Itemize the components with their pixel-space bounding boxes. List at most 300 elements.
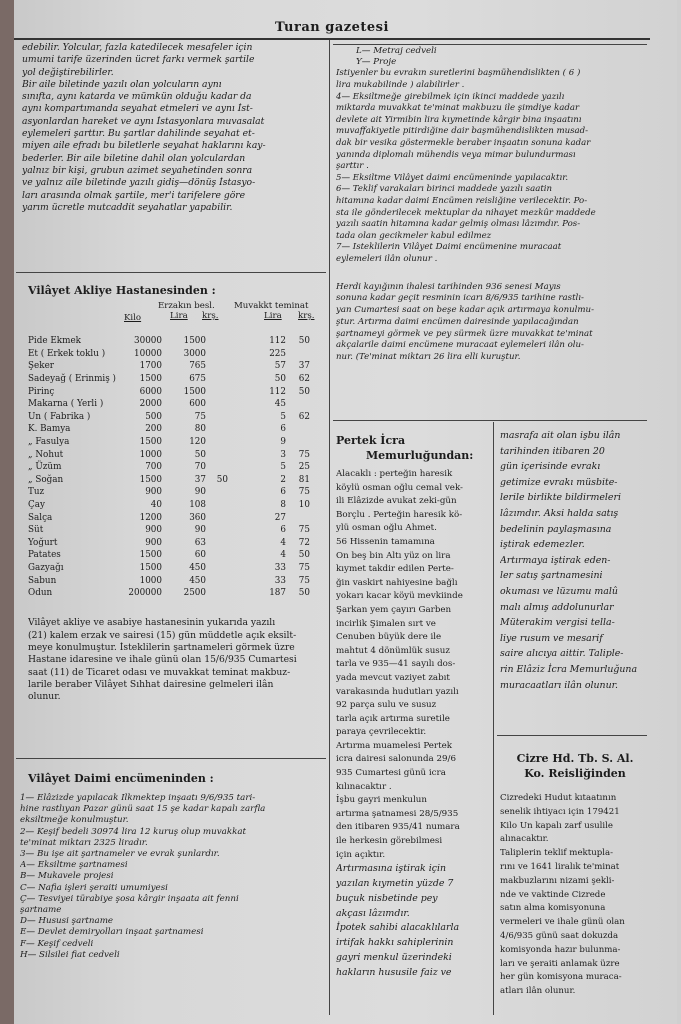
table-cell-t-lira: 2 xyxy=(280,474,286,485)
list-item: B— Mukavele projesi xyxy=(20,871,114,882)
table-cell-krs xyxy=(206,373,228,386)
text-line: ları ve şeraiti anlamak üzre xyxy=(500,958,620,969)
table-cell-kilo: 700 xyxy=(145,462,162,473)
text-line: Artırmasına iştirak için xyxy=(336,863,446,875)
table-cell-lira: 37 xyxy=(194,474,206,485)
text-line: nde ve vaktinde Cizrede xyxy=(500,889,606,900)
text-line: rını ve 1641 liralık te'minat xyxy=(500,861,620,872)
table-cell-name: Makarna ( Yerli ) xyxy=(28,399,104,410)
text-line: ylü osman oğlu Ahmet. xyxy=(336,523,437,534)
text-line: lâzımdır. Aksi halda satış xyxy=(500,507,619,519)
table-row xyxy=(18,448,310,461)
pertek-title-1: Pertek İcra xyxy=(336,434,406,447)
text-line: Taliplerin teklif mektupla- xyxy=(500,848,614,859)
table-cell-krs xyxy=(206,537,228,550)
text-line: yokarı kacar köyü mevkiinde xyxy=(336,591,463,602)
price-table-headers xyxy=(18,299,328,335)
table-cell-kilo: 200 xyxy=(145,424,162,435)
text-line: köylü osman oğlu cemal vek- xyxy=(336,482,463,493)
table-row xyxy=(18,499,310,512)
text-line: hakların hususile faiz ve xyxy=(336,966,452,978)
text-line: senelik ihtiyacı için 179421 xyxy=(500,806,620,817)
text-line: 4— Eksiltmeğe girebilmek için ikinci maddede yazılı xyxy=(336,91,565,102)
text-line: tarihinden itibaren 20 xyxy=(500,445,605,457)
table-cell-t-krs: 75 xyxy=(298,487,310,498)
list-item: 3— Bu işe ait şartnameler ve evrak şunlardır. xyxy=(20,849,220,860)
text-line: larile beraber Vilâyet Sıhhat dairesine gelmeleri ilân xyxy=(28,678,274,690)
text-line: akçalarile daimi encümene muracaat eylemeleri ilân olu- xyxy=(336,340,584,351)
text-line: Alacaklı : perteğin haresik xyxy=(336,469,453,479)
table-cell-krs xyxy=(206,448,228,461)
table-row xyxy=(18,537,310,550)
table-cell-t-lira: 5 xyxy=(280,462,286,473)
price-table xyxy=(18,335,310,599)
table-cell-name: Gazyağı xyxy=(28,562,64,573)
text-line: den itibaren 935/41 numara xyxy=(336,822,460,833)
article-right-top xyxy=(336,46,648,418)
table-cell-t-lira: 112 xyxy=(269,336,286,347)
text-line: nur. (Te'minat miktarı 26 lira elli kuruştur. xyxy=(336,352,521,363)
header-krs: krş. xyxy=(202,311,219,321)
article-akliye-hastanesi xyxy=(18,278,328,756)
table-cell-name: Tuz xyxy=(28,487,45,498)
header-rule xyxy=(14,38,650,40)
text-line: asyonlardan hareket ve aynı İstasyonlara muvasalat xyxy=(22,115,265,127)
table-cell-lira: 2500 xyxy=(183,588,206,599)
table-cell-kilo: 200000 xyxy=(128,588,162,599)
table-cell-lira: 120 xyxy=(189,437,206,448)
text-line: devlete ait Yirmibin lira kıymetinde kârgir bina inşaatını xyxy=(336,114,582,125)
table-cell-krs xyxy=(206,574,228,587)
table-cell-name: Odun xyxy=(28,588,53,599)
text-line: ğin vaskirt nahiyesine bağlı xyxy=(336,577,458,588)
table-cell-name: Şeker xyxy=(28,361,54,372)
table-cell-name: Sabun xyxy=(28,575,57,586)
text-line: Herdi kayığının ihalesi tarihinden 936 senesi Mayıs xyxy=(336,281,561,292)
table-cell-krs: 50 xyxy=(216,474,228,485)
right-top-paragraph xyxy=(336,68,648,265)
table-cell-krs xyxy=(206,335,228,348)
table-cell-name: „ Üzüm xyxy=(28,462,62,473)
table-row xyxy=(18,360,310,373)
text-line: her gün komisyona muraca- xyxy=(500,972,622,983)
table-cell-krs xyxy=(206,486,228,499)
text-line: yalnız bir kişi, grubun azimet seyahetinden sonra xyxy=(22,164,253,176)
text-line: 5— Eksiltme Vilâyet daimi encümeninde yapılacaktır. xyxy=(336,172,569,183)
list-item: D— Hususi şartname xyxy=(20,916,114,927)
text-line: yanında diplomalı mühendis veya mimar bulundurması xyxy=(336,149,576,160)
text-line: makbuzlarını nizami şekli- xyxy=(500,875,615,886)
table-cell-kilo: 10000 xyxy=(134,348,162,359)
table-cell-t-krs: 50 xyxy=(298,588,310,599)
table-cell-kilo: 1500 xyxy=(139,550,162,561)
text-line: sonuna kadar geçit resminin icarı 8/6/935 tarihine rastlı- xyxy=(336,293,584,304)
table-cell-lira: 3000 xyxy=(183,348,206,359)
table-cell-t-krs: 75 xyxy=(298,562,310,573)
text-line: bederler. Bir aile biletine dahil olan yolculardan xyxy=(22,152,246,164)
table-row xyxy=(18,373,310,386)
table-cell-kilo: 40 xyxy=(150,500,162,511)
table-cell-t-krs: 10 xyxy=(298,500,310,511)
table-cell-name: K. Bamya xyxy=(28,424,71,435)
right-top-list xyxy=(336,46,648,68)
text-line: komisyonda hazır bulunma- xyxy=(500,944,621,955)
table-cell-t-krs xyxy=(286,398,310,411)
text-line: Artırmaya iştirak eden- xyxy=(500,554,611,566)
text-line: hitamına kadar daimi Encümen reisliğine verilecektir. Po- xyxy=(336,195,588,206)
table-row xyxy=(18,423,310,436)
text-line: 4/6/935 günü saat dokuzda xyxy=(500,930,619,941)
list-item: te'minat miktarı 2325 liradır. xyxy=(20,837,148,848)
rule-left-2 xyxy=(16,758,326,759)
text-line: gayri menkul üzerindeki xyxy=(336,952,452,963)
table-cell-lira: 90 xyxy=(194,525,206,536)
list-item: Y— Proje xyxy=(356,57,397,68)
table-cell-lira: 63 xyxy=(194,537,206,548)
list-item: eksiltmeğe konulmuştur. xyxy=(20,815,129,826)
text-line: için açıktır. xyxy=(336,849,386,860)
table-cell-kilo: 1500 xyxy=(139,374,162,385)
table-cell-kilo: 1000 xyxy=(139,575,162,586)
list-item: hine rastlıyan Pazar günü saat 15 şe kadar kapalı zarfla xyxy=(20,804,266,815)
table-cell-kilo: 1500 xyxy=(139,474,162,485)
text-line: ştur. Artırma daimi encümen dairesinde yapılacağından xyxy=(336,316,579,327)
table-cell-t-krs: 75 xyxy=(298,525,310,536)
cizre-text xyxy=(500,792,650,999)
table-cell-t-krs: 50 xyxy=(298,386,310,397)
table-cell-t-krs: 25 xyxy=(298,462,310,473)
text-line: edebilir. Yolcular, fazla katedilecek mesafeler için xyxy=(22,42,253,53)
table-cell-krs xyxy=(206,587,228,600)
text-line: dak bir vesika göstermekle beraber inşaatın sonuna kadar xyxy=(336,137,591,148)
text-line: incirlik Şimalen sırt ve xyxy=(336,618,436,629)
rule-right-2 xyxy=(497,735,647,736)
list-item: C— Nafia işleri şeraiti umumiyesi xyxy=(20,882,168,893)
newspaper-header: Turan gazetesi xyxy=(275,20,389,35)
text-line: İstiyenler bu evrakın suretlerini başmühendislikten ( 6 ) xyxy=(336,68,581,79)
table-cell-t-lira: 6 xyxy=(280,487,286,498)
text-line: yada mevcut vaziyet zabıt xyxy=(336,672,450,683)
table-row xyxy=(18,562,310,575)
list-item: H— Silsilei fiat cedveli xyxy=(20,949,120,960)
text-line: alınacaktır. xyxy=(500,834,549,845)
table-cell-name: Pirinç xyxy=(28,386,55,397)
list-item: şartname xyxy=(20,905,62,916)
table-cell-kilo: 2000 xyxy=(139,399,162,410)
table-cell-t-krs xyxy=(286,348,310,361)
table-cell-t-lira: 6 xyxy=(280,424,286,435)
table-cell-kilo: 1500 xyxy=(139,437,162,448)
text-line: (21) kalem erzak ve sairesi (15) gün müddetle açık eksilt- xyxy=(28,629,297,641)
table-cell-kilo: 1500 xyxy=(139,562,162,573)
list-item: 2— Keşif bedeli 30974 lira 12 kuruş olup muvakkat xyxy=(20,826,247,837)
text-line: Müterakim vergisi tella- xyxy=(500,617,615,629)
table-cell-lira: 1500 xyxy=(183,386,206,397)
table-row xyxy=(18,461,310,474)
table-cell-kilo: 900 xyxy=(145,487,162,498)
table-row xyxy=(18,398,310,411)
table-cell-name: Çay xyxy=(28,500,45,511)
table-cell-name: Un ( Fabrika ) xyxy=(28,411,91,422)
text-line: muvaffakiyetle pitirdiğine dair başmühendislikten musad- xyxy=(336,126,589,137)
text-line: eylemeleri şarttır. Bu şartlar dahilinde seyahat et- xyxy=(22,128,255,140)
text-line: masrafa ait olan işbu ilân xyxy=(500,430,621,441)
table-row xyxy=(18,474,310,487)
book-spine xyxy=(0,0,14,1024)
table-row xyxy=(18,574,310,587)
table-row xyxy=(18,549,310,562)
icra-continued-text xyxy=(500,428,650,693)
text-line: muracaatları ilân olunur. xyxy=(500,679,619,691)
pertek-italic-text xyxy=(336,862,490,980)
cizre-title-1: Cizre Hd. Tb. S. Al. xyxy=(516,752,634,765)
table-cell-lira: 360 xyxy=(189,512,206,523)
table-cell-t-krs: 62 xyxy=(298,374,310,385)
list-item: F— Keşif cedveli xyxy=(20,938,94,949)
article-daimi-encumen xyxy=(20,762,326,1012)
article-pertek-icra xyxy=(336,424,490,1014)
text-line: akçası lâzımdır. xyxy=(336,907,410,919)
text-line: ve yalnız aile biletinde yazılı gidiş—dönüş İstasyo- xyxy=(22,177,256,189)
table-cell-t-lira: 4 xyxy=(280,550,286,561)
text-line: miyen aile efradı bu biletlerle seyahat haklarını kay- xyxy=(22,140,266,152)
hastane-title: Vilâyet Akliye Hastanesinden : xyxy=(28,284,216,297)
table-cell-kilo: 30000 xyxy=(134,336,162,347)
table-cell-krs xyxy=(206,423,228,436)
table-cell-lira: 765 xyxy=(189,361,206,372)
table-cell-lira: 90 xyxy=(194,487,206,498)
table-cell-t-lira: 33 xyxy=(274,562,286,573)
header-teminat: Muvakkt teminat xyxy=(234,301,309,311)
table-cell-name: „ Soğan xyxy=(28,474,64,485)
text-line: tarla ve 935—41 sayılı dos- xyxy=(336,659,456,670)
table-cell-krs xyxy=(206,511,228,524)
table-cell-name: Süt xyxy=(28,525,44,536)
text-line: olunur. xyxy=(28,691,61,703)
table-cell-krs xyxy=(206,524,228,537)
table-cell-kilo: 6000 xyxy=(139,386,162,397)
text-line: Borçlu . Perteğin haresik kö- xyxy=(336,509,463,520)
table-cell-t-krs: 50 xyxy=(298,336,310,347)
table-cell-lira: 80 xyxy=(194,424,206,435)
table-cell-krs xyxy=(206,411,228,424)
table-cell-lira: 108 xyxy=(189,500,206,511)
text-line: İşbu gayri menkulun xyxy=(336,795,427,806)
table-cell-krs xyxy=(206,461,228,474)
table-cell-t-krs xyxy=(286,423,310,436)
table-cell-name: „ Nohut xyxy=(28,449,64,460)
table-cell-t-krs: 72 xyxy=(298,537,310,548)
text-line: mahtut 4 dönümlük susuz xyxy=(336,645,450,656)
text-line: tada olan gecikmeler kabul edilmez xyxy=(336,230,492,241)
table-cell-t-lira: 57 xyxy=(274,361,286,372)
text-line: umumi tarife üzerinden ücret farkı vermek şartile xyxy=(22,54,255,66)
hastane-footer xyxy=(18,617,328,703)
table-cell-krs xyxy=(206,499,228,512)
text-line: iştirak edemezler. xyxy=(500,539,585,551)
table-cell-kilo: 1000 xyxy=(139,449,162,460)
rule-right-top xyxy=(333,44,647,45)
text-line: yazılı saatin hitamına kadar gelmiş olması lâzımdır. Pos- xyxy=(336,219,581,230)
table-cell-t-lira: 187 xyxy=(269,588,286,599)
table-cell-t-krs xyxy=(286,436,310,449)
pertek-text xyxy=(336,468,490,862)
pertek-title-2: Memurluğundan: xyxy=(366,449,474,462)
table-row xyxy=(18,385,310,398)
text-line: kıymet takdir edilen Perte- xyxy=(336,564,454,575)
text-line: On beş bin Altı yüz on lira xyxy=(336,550,451,561)
table-cell-krs xyxy=(206,385,228,398)
article-aile-bileti xyxy=(22,42,326,270)
text-line: Cizredeki Hudut kıtaatının xyxy=(500,793,617,803)
text-line: gün içerisinde evrakı xyxy=(500,461,601,473)
table-cell-t-krs xyxy=(286,511,310,524)
text-line: 935 Cumartesi günü icra xyxy=(336,768,446,779)
text-line: Cenuben büyük dere ile xyxy=(336,632,442,643)
text-line: getimize evrakı müsbite- xyxy=(500,476,618,488)
text-line: Hastane idaresine ve ihale günü olan 15/6/935 Cumartesi xyxy=(28,654,297,666)
table-row xyxy=(18,348,310,361)
text-line: Vilâyet akliye ve asabiye hastanesinin yukarıda yazılı xyxy=(28,617,276,629)
table-cell-krs xyxy=(206,549,228,562)
header-kilo: Kilo xyxy=(124,313,142,323)
table-cell-t-krs: 62 xyxy=(298,411,310,422)
text-line: Şarkan yem çayırı Garben xyxy=(336,604,452,615)
table-row xyxy=(18,411,310,424)
table-cell-lira: 50 xyxy=(194,449,206,460)
table-cell-lira: 600 xyxy=(189,399,206,410)
table-cell-name: Salça xyxy=(28,512,53,523)
header-t-lira: Lira xyxy=(264,311,282,321)
table-cell-name: Patates xyxy=(28,550,61,561)
table-cell-lira: 1500 xyxy=(183,336,206,347)
daimi-list xyxy=(20,793,326,961)
table-cell-lira: 75 xyxy=(194,411,206,422)
text-line: artırma şatnamesi 28/5/935 xyxy=(336,808,459,819)
table-cell-name: Yoğurt xyxy=(28,537,58,548)
table-cell-krs xyxy=(206,360,228,373)
article-cizre xyxy=(500,738,650,1014)
text-line: icra dairesi salonunda 29/6 xyxy=(336,754,456,765)
column-divider-right xyxy=(493,422,494,1015)
table-cell-t-krs: 75 xyxy=(298,449,310,460)
text-line: Bir aile biletinde yazılı olan yolcuların aynı xyxy=(22,78,222,90)
table-cell-t-lira: 112 xyxy=(269,386,286,397)
text-line: lerile birlikte bildirmeleri xyxy=(500,492,621,504)
text-line: şarttır . xyxy=(336,161,369,172)
table-cell-t-lira: 4 xyxy=(280,537,286,548)
text-line: 92 parça sulu ve susuz xyxy=(336,700,437,711)
text-line: 7— İsteklilerin Vilâyet Daimi encümenine muracaat xyxy=(336,242,562,253)
text-line: lira mukabilinde ) alabilirler . xyxy=(336,80,465,90)
table-cell-lira: 450 xyxy=(189,575,206,586)
table-cell-t-lira: 3 xyxy=(280,449,286,460)
table-cell-krs xyxy=(206,436,228,449)
table-cell-t-lira: 9 xyxy=(280,437,286,448)
text-line: vermeleri ve ihale günü olan xyxy=(500,917,625,928)
table-row xyxy=(18,335,310,348)
table-cell-t-lira: 27 xyxy=(274,512,286,523)
text-line: saat (11) de Ticaret odası ve muvakkat teminat makbuz- xyxy=(28,666,291,678)
list-item: A— Eksiltme şartnamesi xyxy=(20,860,128,871)
herdi-kayigi-notice xyxy=(336,282,648,365)
table-cell-t-krs: 37 xyxy=(298,361,310,372)
text-line: paraya çevrilecektir. xyxy=(336,727,427,738)
list-item: 1— Elâzizde yapılacak İlkmektep inşaatı 9/6/935 tari- xyxy=(20,793,256,803)
text-line: sta ile gönderilecek mektuplar da nihayet mezkûr maddede xyxy=(336,207,596,218)
text-line: ile herkesin görebilmesi xyxy=(336,836,443,847)
daimi-title: Vilâyet Daimi encümeninden : xyxy=(28,772,214,785)
table-row xyxy=(18,524,310,537)
text-line: ları arasında olmak şartile, mer'i tarifelere göre xyxy=(22,189,246,201)
table-cell-t-krs: 75 xyxy=(298,575,310,586)
text-line: buçuk nisbetinde pey xyxy=(336,892,438,904)
table-cell-kilo: 1700 xyxy=(139,361,162,372)
text-line: Artırma muamelesi Pertek xyxy=(336,740,452,751)
table-cell-krs xyxy=(206,562,228,575)
table-cell-krs xyxy=(206,348,228,361)
text-line: liye rusum ve mesarif xyxy=(500,632,603,644)
text-line: meye konulmuştur. İsteklilerin şartnameleri görmek üzre xyxy=(28,642,295,654)
list-item: Ç— Tesviyei türabiye şosa kârgir inşaata ait fenni xyxy=(20,893,239,904)
cizre-title-2: Ko. Reisliğinden xyxy=(524,767,626,780)
text-line: 6— Teklif varakaları birinci maddede yazılı saatin xyxy=(336,184,553,195)
header-lira: Lira xyxy=(170,311,188,321)
table-cell-t-lira: 33 xyxy=(274,575,286,586)
table-cell-name: Sadeyağ ( Erinmiş ) xyxy=(28,374,116,385)
text-line: satın alma komisyonuna xyxy=(500,903,606,914)
table-cell-kilo: 900 xyxy=(145,537,162,548)
table-cell-krs xyxy=(206,398,228,411)
table-cell-t-lira: 45 xyxy=(274,399,286,410)
text-line: atları ilân olunur. xyxy=(500,986,576,997)
text-line: yan Cumartesi saat on beşe kadar açık artırmaya konulmu- xyxy=(336,305,594,316)
table-row xyxy=(18,587,310,600)
table-cell-t-lira: 8 xyxy=(280,500,286,511)
table-cell-name: „ Fasulya xyxy=(28,437,70,448)
header-t-krs: krş. xyxy=(298,311,315,321)
list-item: L— Metraj cedveli xyxy=(356,46,437,56)
table-cell-lira: 60 xyxy=(194,550,206,561)
text-line: aynı kompartımanda seyahat etmeleri ve aynı İst- xyxy=(22,103,253,115)
text-line: eylemeleri ilân olunur . xyxy=(336,253,438,264)
rule-left-1 xyxy=(16,272,326,273)
text-line: saire alıcıya aittir. Taliple- xyxy=(500,648,624,660)
header-erzak: Erzakın besl. xyxy=(158,301,215,311)
list-item: E— Devlet demiryolları inşaat şartnamesi xyxy=(20,927,204,938)
table-cell-t-lira: 5 xyxy=(280,411,286,422)
table-cell-kilo: 1200 xyxy=(139,512,162,523)
table-row xyxy=(18,436,310,449)
text-line: Kilo Un kapalı zarf usulile xyxy=(500,820,613,831)
text-line: okuması ve lüzumu malû xyxy=(500,585,618,597)
text-line: yarım ücretle mutcaddit seyahatlar yapabilir. xyxy=(22,201,233,213)
text-line: irtifak hakkı sahiplerinin xyxy=(336,937,454,949)
rule-right-1 xyxy=(333,420,647,421)
text-line: ler satış şartnamesini xyxy=(500,570,603,582)
table-cell-t-lira: 225 xyxy=(269,348,286,359)
table-row xyxy=(18,511,310,524)
text-line: rin Elâziz İcra Memurluğuna xyxy=(500,663,638,675)
text-line: ili Elâzizde avukat zeki-gün xyxy=(336,496,457,507)
text-line: 56 Hissenin tamamına xyxy=(336,536,435,547)
text-line: tarla açık artırma suretile xyxy=(336,713,450,724)
text-line: varakasında hudutları yazılı xyxy=(336,686,459,697)
column-divider-main xyxy=(329,40,330,1015)
table-cell-kilo: 900 xyxy=(145,525,162,536)
table-cell-t-lira: 50 xyxy=(274,374,286,385)
table-cell-t-lira: 6 xyxy=(280,525,286,536)
